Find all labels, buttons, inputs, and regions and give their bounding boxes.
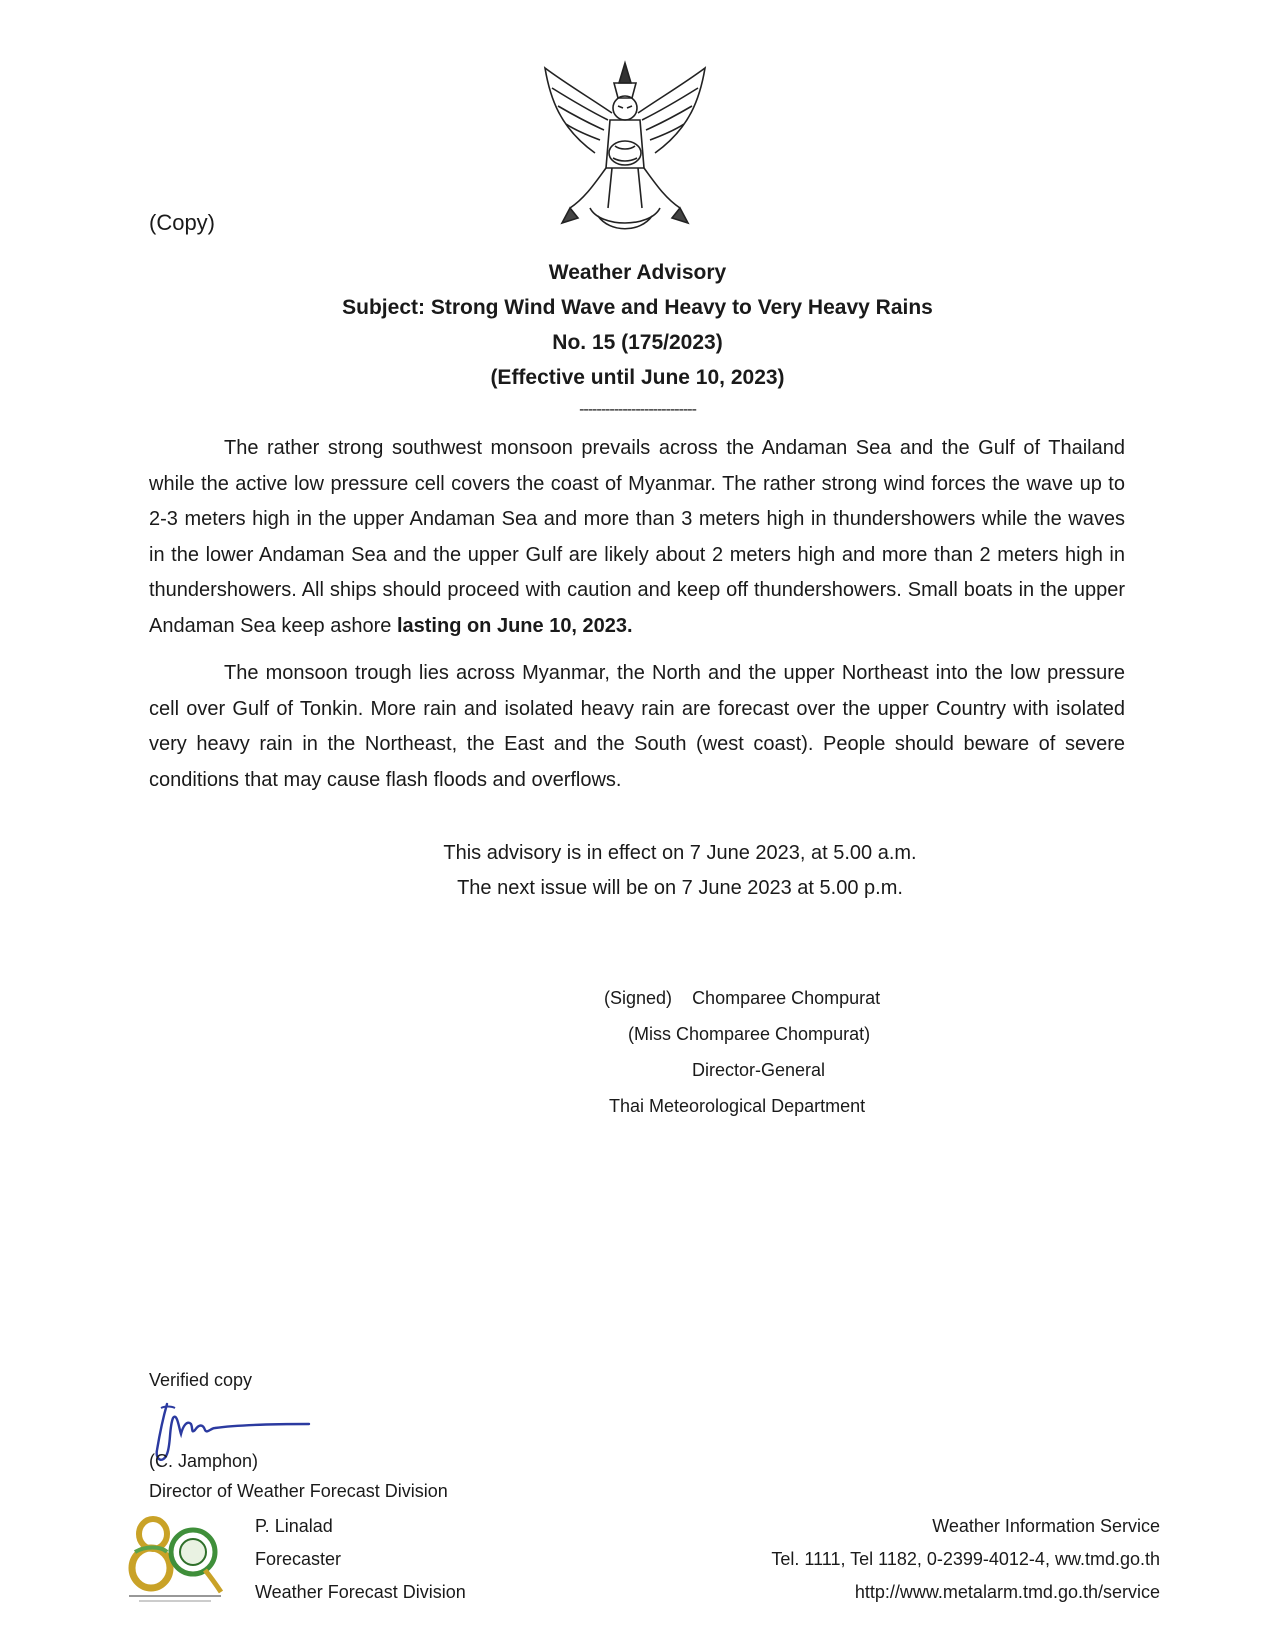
verified-position: Director of Weather Forecast Division xyxy=(149,1481,448,1501)
contact-phone: Tel. 1111, Tel 1182, 0-2399-4012-4, ww.tmd.go.th xyxy=(771,1549,1160,1569)
verified-signer xyxy=(149,1446,448,1506)
title-subject: Subject: Strong Wind Wave and Heavy to Very Heavy Rains xyxy=(342,296,933,319)
effect-notice xyxy=(380,836,980,906)
paragraph-marine-warning xyxy=(149,431,1125,644)
signature-full-name: (Miss Chomparee Chompurat) xyxy=(628,1024,871,1044)
contact-url[interactable]: http://www.metalarm.tmd.go.th/service xyxy=(854,1582,1160,1602)
verified-copy-label: Verified copy xyxy=(149,1370,253,1390)
garuda-emblem-icon xyxy=(540,58,710,238)
footer-contact xyxy=(771,1510,1160,1609)
signature-organization: Thai Meteorological Department xyxy=(609,1096,866,1116)
effect-line-1: This advisory is in effect on 7 June 2023, at 5.00 a.m. xyxy=(443,842,917,864)
title-number: No. 15 (175/2023) xyxy=(552,331,723,354)
footer-forecaster xyxy=(255,1510,466,1609)
title-divider: --------------------------- xyxy=(579,401,696,418)
tmd-80-anniversary-logo-icon xyxy=(125,1512,225,1604)
title-heading: Weather Advisory xyxy=(548,261,727,284)
paragraph1-text: The rather strong southwest monsoon prevails across the Andaman Sea and the Gulf of Thailand while the active low pressure cell covers the coast of Myanmar. The rather strong wind forces the wave up to 2-3 meters high in the upper Andaman Sea and more than 3 meters high in thundershowers while the waves in the lower Andaman Sea and the upper Gulf are likely about 2 meters high and more than 2 meters high in thundershowers. All ships should proceed with caution and keep off thundershowers. Small boats in the upper Andaman Sea keep ashore xyxy=(149,437,1125,637)
signature-signed xyxy=(604,980,880,1016)
contact-service: Weather Information Service xyxy=(932,1516,1160,1536)
document-title xyxy=(250,255,1025,425)
signed-label: (Signed) xyxy=(604,988,673,1008)
effect-line-2: The next issue will be on 7 June 2023 at 5.00 p.m. xyxy=(457,877,903,899)
forecaster-name: P. Linalad xyxy=(255,1516,333,1536)
signature-position: Director-General xyxy=(692,1060,826,1080)
title-effective: (Effective until June 10, 2023) xyxy=(490,366,785,389)
copy-mark: (Copy) xyxy=(149,210,216,235)
forecaster-role: Forecaster xyxy=(255,1549,342,1569)
forecaster-division: Weather Forecast Division xyxy=(255,1582,466,1602)
verified-name: (C. Jamphon) xyxy=(149,1451,259,1471)
paragraph1-bold: lasting on June 10, 2023. xyxy=(396,614,633,637)
signed-name: Chomparee Chompurat xyxy=(692,988,881,1008)
paragraph-rain-forecast: The monsoon trough lies across Myanmar, the North and the upper Northeast into the low pressure cell over Gulf of Tonkin. More rain and isolated heavy rain are forecast over the upper Country with isolated very heavy rain in the Northeast, the East and the South (west coast). People should beware of severe conditions that may cause flash floods and overflows. xyxy=(149,662,1125,791)
